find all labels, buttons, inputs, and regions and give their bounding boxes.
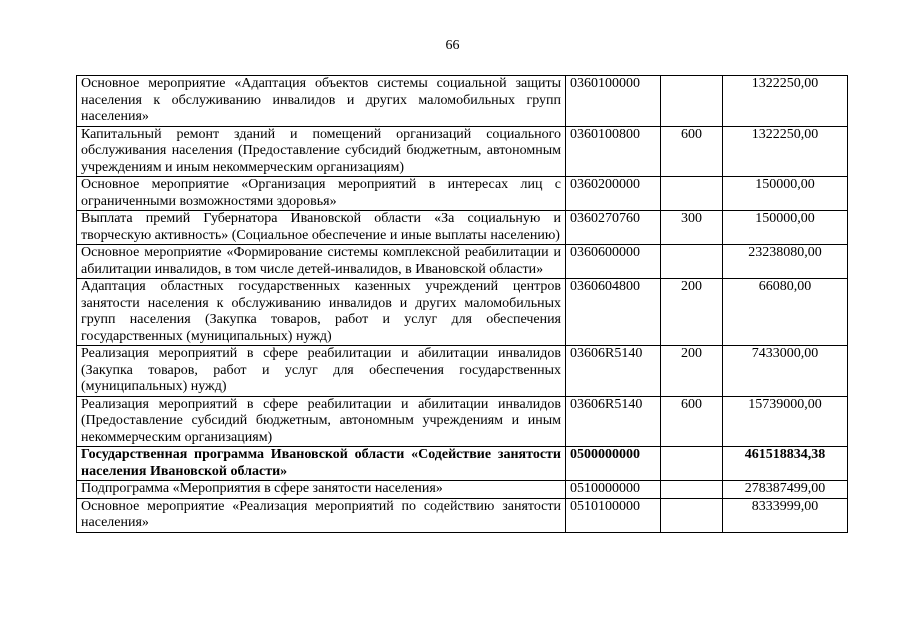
row-name-cell: Адаптация областных государственных казенных учреждений центров занятости населения к обслуживанию инвалидов и других маломобильных групп населения (Закупка товаров, работ и услуг для обеспечения государственных (муниципальных) нужд) [77, 279, 566, 346]
row-expense-type-cell [661, 447, 723, 481]
row-code-cell: 0360270760 [566, 211, 661, 245]
table-row [77, 481, 848, 499]
row-name-cell: Реализация мероприятий в сфере реабилитации и абилитации инвалидов (Закупка товаров, работ и услуг для обеспечения государственных (муниципальных) нужд) [77, 346, 566, 397]
row-name-cell: Основное мероприятие «Адаптация объектов системы социальной защиты населения к обслуживанию инвалидов и других маломобильных групп населения» [77, 76, 566, 127]
row-code-cell: 0360604800 [566, 279, 661, 346]
page-number: 66 [445, 38, 460, 53]
row-sum-cell: 150000,00 [723, 211, 848, 245]
row-name-cell: Основное мероприятие «Формирование системы комплексной реабилитации и абилитации инвалидов, в том числе детей-инвалидов, в Ивановской области» [77, 245, 566, 279]
row-sum-cell: 150000,00 [723, 177, 848, 211]
row-expense-type-cell: 200 [661, 279, 723, 346]
row-code-cell: 0500000000 [566, 447, 661, 481]
table-row-program [77, 447, 848, 481]
row-name-cell: Основное мероприятие «Организация мероприятий в интересах лиц с ограниченными возможностями здоровья» [77, 177, 566, 211]
row-name-cell: Реализация мероприятий в сфере реабилитации и абилитации инвалидов (Предоставление субсидий бюджетным, автономным учреждениям и иным некоммерческим организациям) [77, 396, 566, 447]
row-expense-type-cell: 200 [661, 346, 723, 397]
row-code-cell: 03606R5140 [566, 396, 661, 447]
row-code-cell: 0360600000 [566, 245, 661, 279]
row-sum-cell: 278387499,00 [723, 481, 848, 499]
row-code-cell: 0510000000 [566, 481, 661, 499]
row-name-cell: Капитальный ремонт зданий и помещений организаций социального обслуживания населения (Предоставление субсидий бюджетным, автономным учреждениям и иным некоммерческим организациям) [77, 126, 566, 177]
row-expense-type-cell [661, 76, 723, 127]
table-row [77, 211, 848, 245]
row-sum-cell: 8333999,00 [723, 498, 848, 532]
row-name-cell: Основное мероприятие «Реализация мероприятий по содействию занятости населения» [77, 498, 566, 532]
row-name-cell: Выплата премий Губернатора Ивановской области «За социальную и творческую активность» (Социальное обеспечение и иные выплаты населению) [77, 211, 566, 245]
table-row [77, 177, 848, 211]
row-code-cell: 0510100000 [566, 498, 661, 532]
row-sum-cell: 461518834,38 [723, 447, 848, 481]
budget-table [76, 75, 848, 533]
row-name-cell: Государственная программа Ивановской области «Содействие занятости населения Ивановской области» [77, 447, 566, 481]
table-row [77, 498, 848, 532]
row-sum-cell: 15739000,00 [723, 396, 848, 447]
table-row [77, 126, 848, 177]
row-name-cell: Подпрограмма «Мероприятия в сфере занятости населения» [77, 481, 566, 499]
row-sum-cell: 66080,00 [723, 279, 848, 346]
table-row [77, 279, 848, 346]
row-expense-type-cell [661, 177, 723, 211]
row-expense-type-cell [661, 481, 723, 499]
row-expense-type-cell: 600 [661, 126, 723, 177]
row-sum-cell: 23238080,00 [723, 245, 848, 279]
row-code-cell: 03606R5140 [566, 346, 661, 397]
row-expense-type-cell: 300 [661, 211, 723, 245]
row-code-cell: 0360100800 [566, 126, 661, 177]
row-expense-type-cell: 600 [661, 396, 723, 447]
table-row [77, 396, 848, 447]
row-code-cell: 0360100000 [566, 76, 661, 127]
table-row [77, 346, 848, 397]
row-sum-cell: 7433000,00 [723, 346, 848, 397]
row-expense-type-cell [661, 245, 723, 279]
budget-table-body [77, 76, 848, 533]
row-sum-cell: 1322250,00 [723, 76, 848, 127]
table-row [77, 245, 848, 279]
row-expense-type-cell [661, 498, 723, 532]
row-sum-cell: 1322250,00 [723, 126, 848, 177]
row-code-cell: 0360200000 [566, 177, 661, 211]
table-row [77, 76, 848, 127]
